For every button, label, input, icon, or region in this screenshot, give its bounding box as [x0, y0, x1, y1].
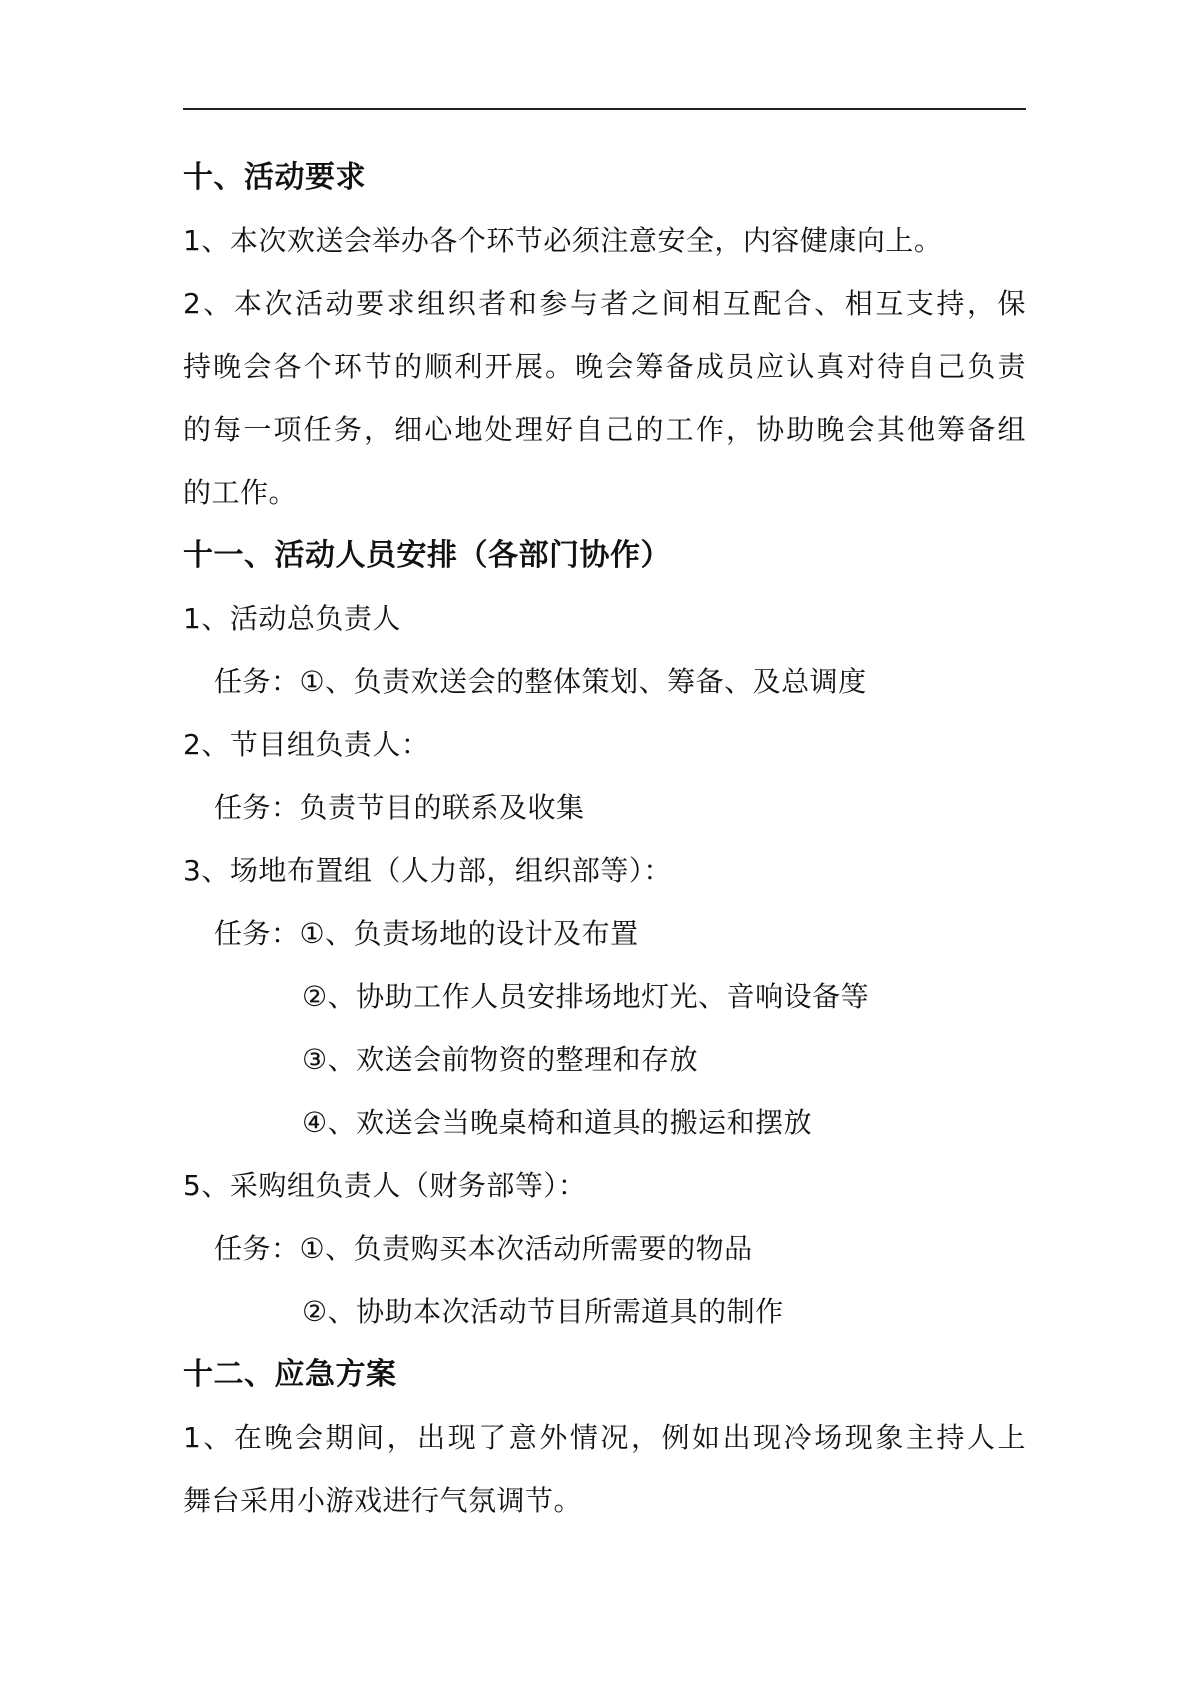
paragraph-line: 的每一项任务，细心地处理好自己的工作，协助晚会其他筹备组	[183, 413, 1026, 446]
task-item: 任务：①、负责欢送会的整体策划、筹备、及总调度	[214, 665, 867, 698]
task-item: ③、欢送会前物资的整理和存放	[302, 1043, 699, 1076]
paragraph-line: 的工作。	[183, 476, 298, 509]
paragraph-line: 1、在晚会期间，出现了意外情况，例如出现冷场现象主持人上	[183, 1421, 1026, 1454]
paragraph-line: 持晚会各个环节的顺利开展。晚会筹备成员应认真对待自己负责	[183, 350, 1026, 383]
task-item: 任务：①、负责购买本次活动所需要的物品	[214, 1232, 753, 1265]
section-heading: 十一、活动人员安排（各部门协作）	[183, 538, 671, 573]
header-rule	[183, 108, 1026, 110]
paragraph-line: 2、本次活动要求组织者和参与者之间相互配合、相互支持，保	[183, 287, 1026, 320]
section-heading: 十、活动要求	[183, 160, 366, 195]
task-item: 任务：负责节目的联系及收集	[214, 791, 585, 824]
list-item: 3、场地布置组（人力部，组织部等）：	[183, 854, 672, 887]
task-item: 任务：①、负责场地的设计及布置	[214, 917, 639, 950]
task-item: ④、欢送会当晚桌椅和道具的搬运和摆放	[302, 1106, 813, 1139]
list-item: 5、采购组负责人（财务部等）：	[183, 1169, 587, 1202]
list-item: 1、活动总负责人	[183, 602, 401, 635]
section-heading: 十二、应急方案	[183, 1357, 397, 1392]
task-item: ②、协助工作人员安排场地灯光、音响设备等	[302, 980, 870, 1013]
list-item: 2、节目组负责人：	[183, 728, 430, 761]
task-item: ②、协助本次活动节目所需道具的制作	[302, 1295, 784, 1328]
paragraph-line: 舞台采用小游戏进行气氛调节。	[183, 1484, 583, 1517]
paragraph-line: 1、本次欢送会举办各个环节必须注意安全，内容健康向上。	[183, 224, 943, 257]
